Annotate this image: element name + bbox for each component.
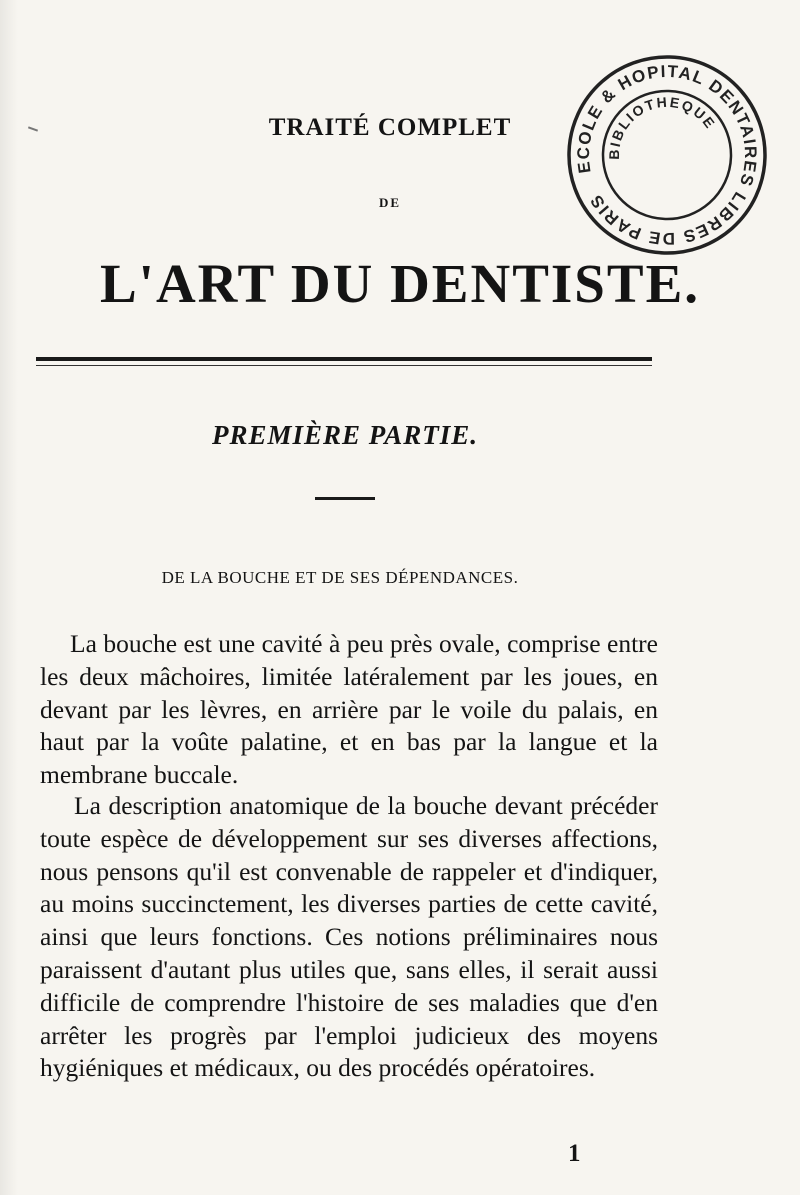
- body-paragraph-2: La description anatomique de la bouche devant précéder toute espèce de développement sur ses diverses affections, nous pensons qu'il est convenable de rappeler et d'indiquer, au moins succinctement, les diverses parties de cette cavité, ainsi que leurs fonctions. Ces notions préliminaires nous paraissent d'autant plus utiles que, sans elles, il serait aussi difficile de comprendre l'histoire de ses maladies que d'en arrêter les progrès par l'emploi judicieux des moyens hygiéniques et médicaux, ou des procédés opératoires.: [40, 791, 658, 1083]
- page-number: 1: [568, 1140, 581, 1167]
- part-title: PREMIÈRE PARTIE.: [211, 420, 479, 450]
- title-rule-thick: [36, 357, 652, 361]
- library-stamp: [562, 50, 772, 260]
- svg-text:BIBLIOTHEQUE: BIBLIOTHEQUE: [605, 93, 720, 160]
- section-heading: DE LA BOUCHE ET DE SES DÉPENDANCES.: [161, 568, 519, 587]
- part-separator-rule: [315, 497, 375, 500]
- main-title: L'ART DU DENTISTE.: [99, 253, 701, 314]
- body-paragraph-1: La bouche est une cavité à peu près ovale, comprise entre les deux mâchoires, limitée latéralement par les joues, en devant par les lèvres, en arrière par le voile du palais, en haut par la voûte palatine, et en bas par la langue et la membrane buccale.: [40, 629, 658, 790]
- title-line-1: TRAITÉ COMPLET: [268, 114, 512, 141]
- svg-text:ECOLE & HOPITAL DENTAIRES LIBR: ECOLE & HOPITAL DENTAIRES LIBRES DE PARIS: [573, 61, 761, 249]
- title-rule-thin: [36, 365, 652, 366]
- title-connector: DE: [378, 195, 402, 210]
